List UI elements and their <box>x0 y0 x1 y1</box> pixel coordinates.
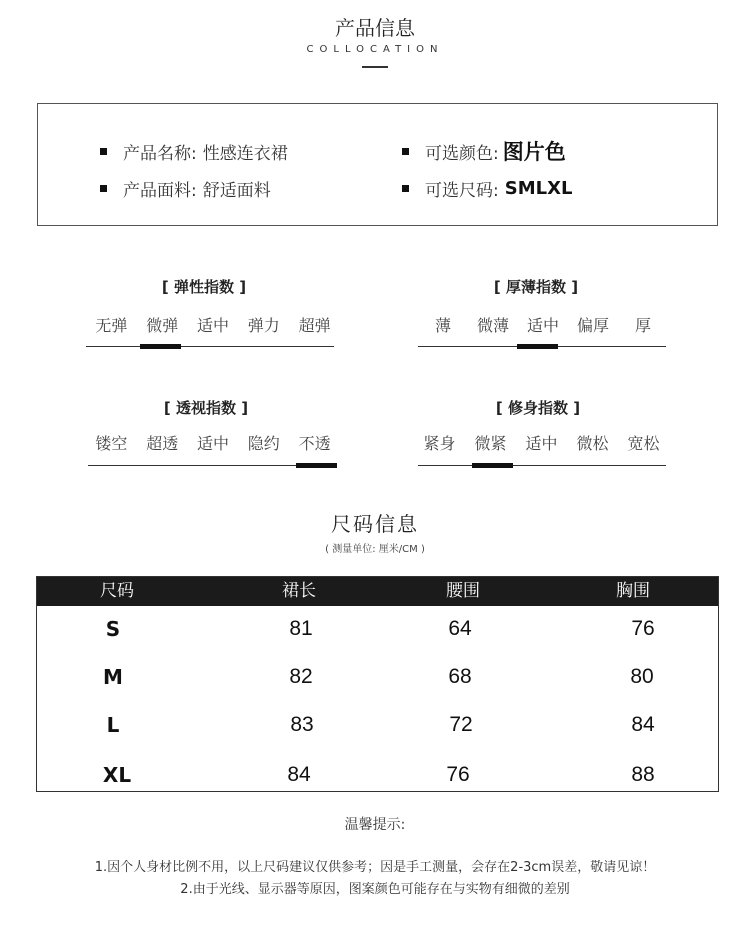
product-name-row <box>100 139 288 164</box>
elasticity-selected-marker <box>140 344 181 349</box>
size-unit-note: ( 测量单位: 厘米/CM ) <box>325 544 425 555</box>
cell-length: 82 <box>289 665 313 688</box>
bullet-icon <box>402 185 409 192</box>
product-color-value: 图片色 <box>502 140 566 164</box>
cell-size: M <box>103 665 123 689</box>
cell-length: 83 <box>290 713 314 736</box>
header-length: 裙长 <box>282 581 316 601</box>
fit-option: 微紧 <box>474 434 507 453</box>
transparency-selected-marker <box>296 463 337 468</box>
table-header <box>37 577 718 606</box>
transparency-option: 超透 <box>146 434 179 453</box>
section-subtitle: COLLOCATION <box>306 44 444 55</box>
thickness-option: 微薄 <box>476 316 509 335</box>
fit-options <box>414 431 670 454</box>
product-info-box <box>37 103 718 226</box>
transparency-option: 不透 <box>298 434 331 453</box>
product-fabric-value: 舒适面料 <box>202 181 271 201</box>
header-bust: 胸围 <box>616 581 650 601</box>
elasticity-options <box>86 313 340 336</box>
bullet-icon <box>402 148 409 155</box>
product-name-value: 性感连衣裙 <box>202 144 288 164</box>
tips-title: 温馨提示: <box>344 817 406 833</box>
header-waist: 腰围 <box>446 581 480 601</box>
fit-option: 宽松 <box>627 434 660 453</box>
section-title: 产品信息 <box>335 16 415 40</box>
cell-waist: 68 <box>448 665 472 688</box>
elasticity-option: 适中 <box>196 316 229 335</box>
elasticity-scale-line <box>86 346 334 347</box>
transparency-option: 镂空 <box>95 434 128 453</box>
elasticity-option: 无弹 <box>95 316 128 335</box>
cell-bust: 76 <box>631 617 655 640</box>
transparency-option: 适中 <box>196 434 229 453</box>
product-color-label: 可选颜色: <box>425 143 499 164</box>
cell-length: 84 <box>287 763 311 786</box>
product-size-label: 可选尺码: <box>425 181 499 201</box>
transparency-index-title: [ 透视指数 ] <box>163 399 249 417</box>
fit-selected-marker <box>472 463 513 468</box>
product-name-label: 产品名称: <box>123 144 197 164</box>
product-size-value: SMLXL <box>504 178 573 199</box>
product-size-row <box>402 176 572 201</box>
transparency-option: 隐约 <box>247 434 280 453</box>
cell-waist: 76 <box>446 763 470 786</box>
bullet-icon <box>100 185 107 192</box>
thickness-options <box>418 313 668 336</box>
product-fabric-label: 产品面料: <box>123 181 197 201</box>
elasticity-option: 微弹 <box>146 316 179 335</box>
elasticity-option: 超弹 <box>298 316 331 335</box>
product-color-row <box>402 136 566 166</box>
cell-size: L <box>106 713 120 737</box>
bullet-icon <box>100 148 107 155</box>
size-table <box>36 576 719 792</box>
cell-bust: 84 <box>631 713 655 736</box>
fit-option: 微松 <box>576 434 609 453</box>
transparency-options <box>86 431 340 454</box>
thickness-selected-marker <box>517 344 558 349</box>
tip-line-1: 1.因个人身材比例不用，以上尺码建议仅供参考；因是手工测量，会存在2-3cm误差，敬请见谅！ <box>94 860 656 875</box>
thickness-option: 适中 <box>526 316 559 335</box>
thickness-option: 偏厚 <box>576 316 609 335</box>
header-size: 尺码 <box>100 581 134 601</box>
title-divider <box>362 66 388 68</box>
fit-option: 紧身 <box>423 434 456 453</box>
elasticity-index-title: [ 弹性指数 ] <box>161 278 247 296</box>
fit-option: 适中 <box>525 434 558 453</box>
fit-index-title: [ 修身指数 ] <box>495 399 581 417</box>
fit-scale-line <box>418 465 666 466</box>
cell-size: XL <box>102 763 132 787</box>
tip-line-2: 2.由于光线、显示器等原因，图案颜色可能存在与实物有细微的差别 <box>180 882 570 897</box>
cell-waist: 72 <box>449 713 473 736</box>
cell-size: S <box>105 617 121 641</box>
product-fabric-row <box>100 176 271 201</box>
size-info-title: 尺码信息 <box>331 512 419 536</box>
thickness-option: 厚 <box>634 316 651 335</box>
thickness-option: 薄 <box>434 316 451 335</box>
elasticity-option: 弹力 <box>247 316 280 335</box>
thickness-index-title: [ 厚薄指数 ] <box>493 278 579 296</box>
cell-waist: 64 <box>448 617 472 640</box>
cell-bust: 80 <box>630 665 654 688</box>
cell-bust: 88 <box>631 763 655 786</box>
cell-length: 81 <box>289 617 313 640</box>
